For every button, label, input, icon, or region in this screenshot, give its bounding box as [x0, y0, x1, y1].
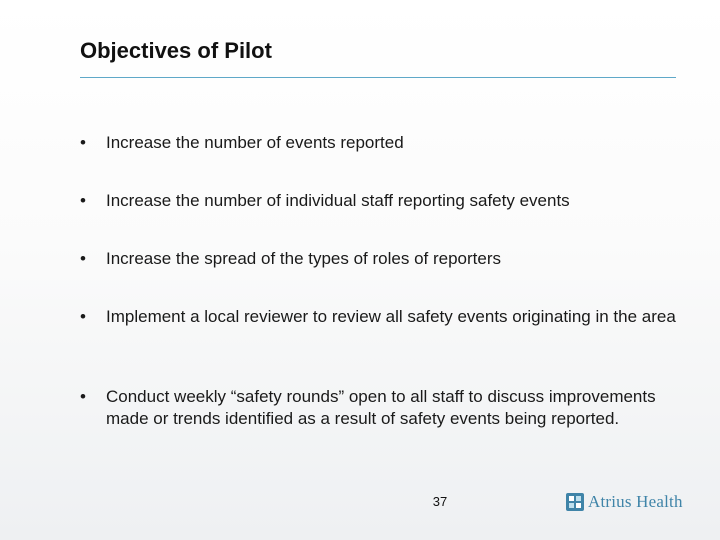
- page-number: 37: [432, 494, 448, 509]
- logo-text: Atrius Health: [588, 492, 683, 511]
- list-item: [80, 132, 680, 154]
- bullet-icon: •: [80, 249, 86, 268]
- bullet-icon: •: [80, 387, 86, 406]
- bullet-text: Increase the spread of the types of roles of reporters: [106, 249, 501, 268]
- list-item: [80, 190, 680, 212]
- atrius-health-logo-icon: [566, 493, 584, 511]
- bullet-icon: •: [80, 307, 86, 326]
- slide-title: Objectives of Pilot: [80, 38, 272, 63]
- bullet-text: Increase the number of events reported: [106, 133, 404, 152]
- bullet-text: Conduct weekly “safety rounds” open to all staff to discuss improvements made or trends identified as a result of safety events being reported.: [106, 387, 656, 428]
- title-divider: [80, 77, 676, 78]
- list-item: [80, 306, 680, 328]
- bullet-icon: •: [80, 133, 86, 152]
- atrius-health-logo: [566, 490, 683, 514]
- bullet-text: Increase the number of individual staff reporting safety events: [106, 191, 570, 210]
- bullet-icon: •: [80, 191, 86, 210]
- list-item: [80, 386, 680, 430]
- list-item: [80, 248, 680, 270]
- bullet-text: Implement a local reviewer to review all safety events originating in the area: [106, 307, 676, 326]
